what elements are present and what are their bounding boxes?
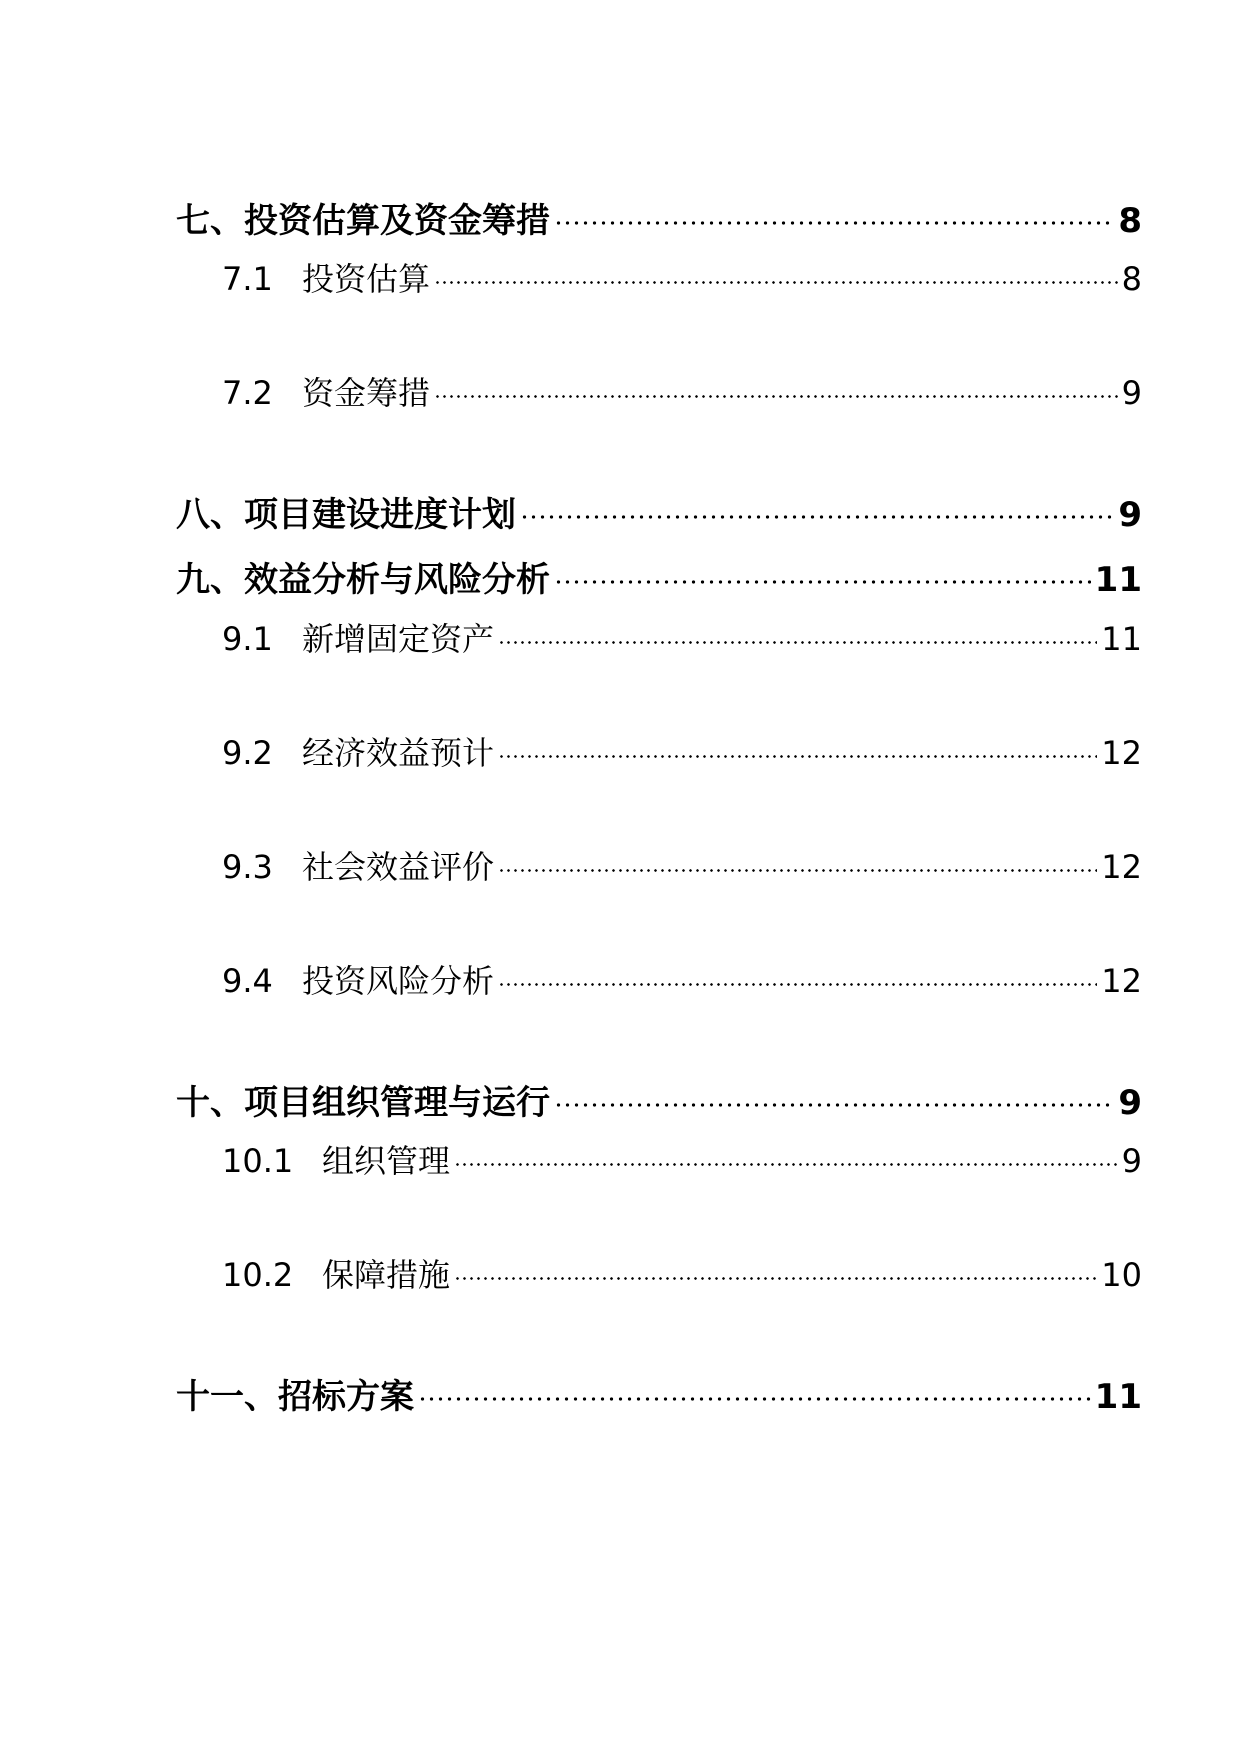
dot-leader [520, 514, 1114, 520]
toc-entry-section-9-2[interactable] [176, 728, 1142, 774]
dot-leader [418, 1396, 1091, 1402]
toc-entry-page: 12 [1101, 848, 1142, 886]
dot-leader [554, 220, 1114, 226]
toc-entry-page: 11 [1094, 560, 1142, 600]
toc-entry-page: 12 [1101, 734, 1142, 772]
toc-entry-page: 10 [1101, 1256, 1142, 1294]
toc-entry-section-9-1[interactable] [176, 614, 1142, 660]
toc-entry-chapter-11[interactable] [176, 1369, 1142, 1418]
toc-entry-section-9-3[interactable] [176, 842, 1142, 888]
toc-entry-section-7-1[interactable] [176, 254, 1142, 300]
toc-entry-chapter-7[interactable] [176, 193, 1142, 242]
toc-entry-title: 组织管理 [322, 1142, 451, 1180]
toc-entry-section-10-1[interactable] [176, 1136, 1142, 1182]
toc-entry-title: 十一、招标方案 [176, 1377, 414, 1417]
dot-leader [434, 394, 1118, 399]
toc-entry-title: 经济效益预计 [302, 734, 495, 772]
toc-entry-page: 11 [1101, 620, 1142, 658]
toc-entry-title: 九、效益分析与风险分析 [176, 560, 550, 600]
dot-leader [454, 1276, 1097, 1281]
toc-entry-section-7-2[interactable] [176, 368, 1142, 414]
toc-entry-title: 社会效益评价 [302, 848, 495, 886]
toc-entry-chapter-8[interactable] [176, 487, 1142, 536]
toc-entry-number: 10.1 [222, 1142, 294, 1180]
toc-entry-chapter-9[interactable] [176, 552, 1142, 601]
dot-leader [498, 982, 1097, 987]
toc-entry-page: 9 [1118, 495, 1142, 535]
toc-entry-page: 9 [1121, 1142, 1142, 1180]
toc-entry-number: 9.4 [222, 962, 273, 1000]
toc-entry-number: 10.2 [222, 1256, 294, 1294]
dot-leader [434, 280, 1118, 285]
dot-leader [498, 640, 1097, 645]
dot-leader [498, 868, 1097, 873]
toc-entry-number: 7.1 [222, 260, 273, 298]
toc-entry-title: 七、投资估算及资金筹措 [176, 201, 550, 241]
dot-leader [498, 754, 1097, 759]
toc-entry-number: 7.2 [222, 374, 273, 412]
toc-entry-page: 9 [1121, 374, 1142, 412]
toc-entry-chapter-10[interactable] [176, 1075, 1142, 1124]
dot-leader [554, 1102, 1114, 1108]
toc-entry-page: 8 [1121, 260, 1142, 298]
toc-entry-title: 保障措施 [322, 1256, 451, 1294]
toc-entry-page: 9 [1118, 1083, 1142, 1123]
toc-entry-title: 资金筹措 [302, 374, 431, 412]
toc-entry-title: 投资风险分析 [302, 962, 495, 1000]
toc-entry-number: 9.3 [222, 848, 273, 886]
dot-leader [554, 579, 1091, 585]
toc-entry-title: 十、项目组织管理与运行 [176, 1083, 550, 1123]
toc-entry-title: 投资估算 [302, 260, 431, 298]
toc-entry-page: 12 [1101, 962, 1142, 1000]
dot-leader [454, 1162, 1118, 1167]
toc-entry-page: 11 [1094, 1377, 1142, 1417]
toc-entry-title: 新增固定资产 [302, 620, 495, 658]
toc-entry-number: 9.1 [222, 620, 273, 658]
toc-entry-page: 8 [1118, 201, 1142, 241]
toc-entry-number: 9.2 [222, 734, 273, 772]
toc-entry-section-9-4[interactable] [176, 956, 1142, 1002]
toc-entry-title: 八、项目建设进度计划 [176, 495, 516, 535]
toc-entry-section-10-2[interactable] [176, 1250, 1142, 1296]
